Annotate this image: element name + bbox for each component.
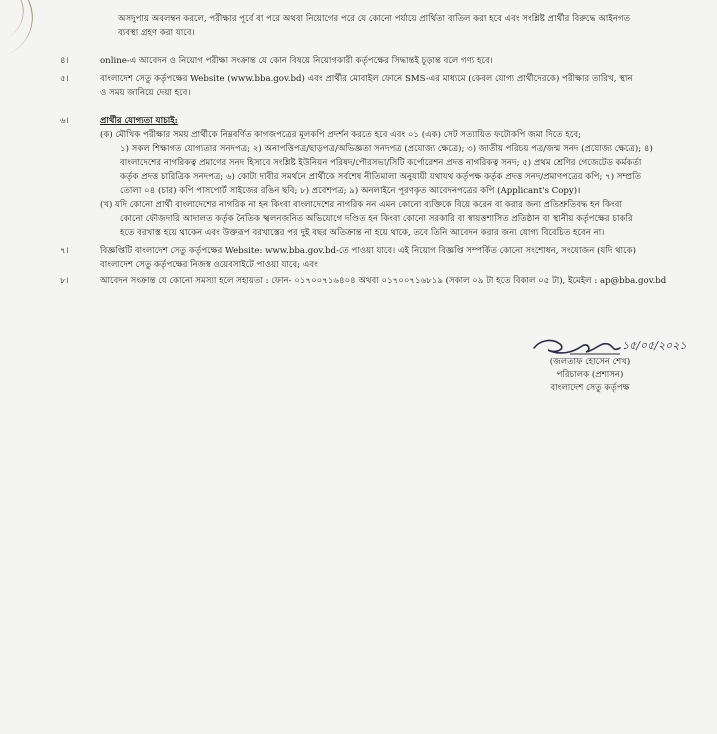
item-8-text: আবেদন সংক্রান্ত যে কোনো সমস্যা হলে সহায়তা : ফোন- ০১৭০০৭১৬৪০৪ অথবা ০১৭০০৭১৬৮১৯ (সকাল ০৯ টা হতে বিকাল ০৫ টা), ইমেইল : ap@bba.gov.bd [100,276,667,286]
item-6-ka-3: বাংলাদেশের নাগরিকত্ব প্রমাণের সনদ হিসাবে সংশ্লিষ্ট ইউনিয়ন পরিষদ/পৌরসভা/সিটি কর্পোরেশন প্রদত্ত নাগরিকত্ব সনদ; ৫) প্রথম শ্রেণির গেজেটেড কর্মকর্তা [120,158,642,168]
item-8-number: ৮। [60,276,69,286]
signatory-block [540,356,640,395]
intro-line-1: অসদুপায় অবলম্বন করলে, পরীক্ষার পূর্বে বা পরে অথবা নিয়োগের পরে যে কোনো পর্যায়ে প্রার্থিতা বাতিল করা হবে এবং সংশ্লিষ্ট প্রার্থীর বিরুদ্ধে আইনগত [118,14,631,24]
item-7-text-2: বাংলাদেশ সেতু কর্তৃপক্ষের নিজস্ব ওয়েবসাইটে পাওয়া যাবে; এবং [100,260,318,270]
item-7-number: ৭। [60,246,69,256]
signature-date: ১৫/০৫/২০২১ [622,339,687,352]
item-7 [60,244,680,272]
item-5-number: ৫। [60,74,69,84]
item-6-kha-1: (খ) যদি কোনো প্রার্থী বাংলাদেশের নাগরিক না হন কিংবা বাংলাদেশের নাগরিক নন এমন কোনো ব্যক্তিকে বিয়ে করেন বা করার জন্য প্রতিশ্রুতিবদ্ধ হন কিংবা [100,200,622,210]
item-6-ka-1: (ক) মৌখিক পরীক্ষার সময় প্রার্থীকে নিম্নবর্ণিত কাগজপত্রের মূলকপি প্রদর্শন করতে হবে এবং ০১ (এক) সেট সত্যায়িত ফটোকপি জমা দিতে হবে; [100,130,581,140]
item-6-kha-2: কোনো ফৌজদারি আদালত কর্তৃক নৈতিক স্খলনজনিত অভিযোগে দণ্ডিত হন কিংবা কোনো সরকারি বা স্বায়ত্তশাসিত প্রতিষ্ঠান বা স্থানীয় কর্তৃপক্ষের চাকরি [120,214,633,224]
signatory-title: পরিচালক (প্রশাসন) [556,370,624,380]
item-5 [60,72,680,100]
item-6 [60,114,680,240]
item-5-text-2: ও সময় জানিয়ে দেয়া হবে। [100,88,191,98]
signatory-organization: বাংলাদেশ সেতু কর্তৃপক্ষ [550,383,630,393]
item-7-text-1: বিজ্ঞপ্তিটি বাংলাদেশ সেতু কর্তৃপক্ষের Website: www.bba.gov.bd-তে পাওয়া যাবে। এই নিয়োগ বিজ্ঞপ্তি সম্পর্কিত কোনো সংশোধন, সংযোজন (যদি থাকে) [100,246,636,256]
item-6-ka-4: কর্তৃক প্রদত্ত চারিত্রিক সনদপত্র; ৬) কোটা দাবীর সমর্থনে প্রার্থীকে সর্বশেষ নীতিমালা অনুযায়ী যথাযথ কর্তৃপক্ষ কর্তৃক প্রদত্ত সনদ/প্রমাণপত্রের কপি; ৭) সম্প্রতি [120,172,642,182]
item-6-ka-2: ১) সকল শিক্ষাগত যোগ্যতার সনদপত্র; ২) অনাপত্তিপত্র/ছাড়পত্র/অভিজ্ঞতা সনদপত্র (প্রযোজ্য ক্ষেত্রে); ৩) জাতীয় পরিচয় পত্র/জন্ম সনদ (প্রযোজ্য ক্ষেত্রে); ৪) [120,144,653,154]
intro-line-2: ব্যবস্থা গ্রহণ করা যাবে। [118,28,195,38]
signatory-name: (জলতাফ হোসেন শেখ) [549,357,631,367]
item-4 [60,54,680,68]
item-4-number: ৪। [60,56,69,66]
document-body [60,12,680,288]
item-6-ka-5: তোলা ০৪ (চার) কপি পাসপোর্ট সাইজের রঙিন ছবি; ৮) প্রবেশপত্র; ৯) অনলাইনে পূরণকৃত আবেদনপত্রের কপি (Applicant's Copy)। [120,186,581,196]
item-5-text-1: বাংলাদেশ সেতু কর্তৃপক্ষের Website (www.bba.gov.bd) এবং প্রার্থীর মোবাইল ফোনে SMS-এর মাধ্যমে (কেবল যোগ্য প্রার্থীদেরকে) পরীক্ষার তারিখ, স্থান [100,74,633,84]
item-6-heading: প্রার্থীর যোগ্যতা যাচাই: [100,116,178,126]
item-8 [60,274,680,288]
item-4-text: online-এ আবেদন ও নিয়োগ পরীক্ষা সংক্রান্ত যে কোন বিষয়ে নিয়োগকারী কর্তৃপক্ষের সিদ্ধান্তই চূড়ান্ত বলে গণ্য হবে। [100,56,493,66]
item-6-kha-3: হতে বরখাস্ত হয়ে থাকেন এবং উক্তরূপ বরখাস্তের পর দুই বছর অতিক্রান্ত না হয়ে থাকে, তবে তিনি আবেদন করার জন্য যোগ্য বিবেচিত হবেন না। [120,228,605,238]
item-6-number: ৬। [60,116,69,126]
